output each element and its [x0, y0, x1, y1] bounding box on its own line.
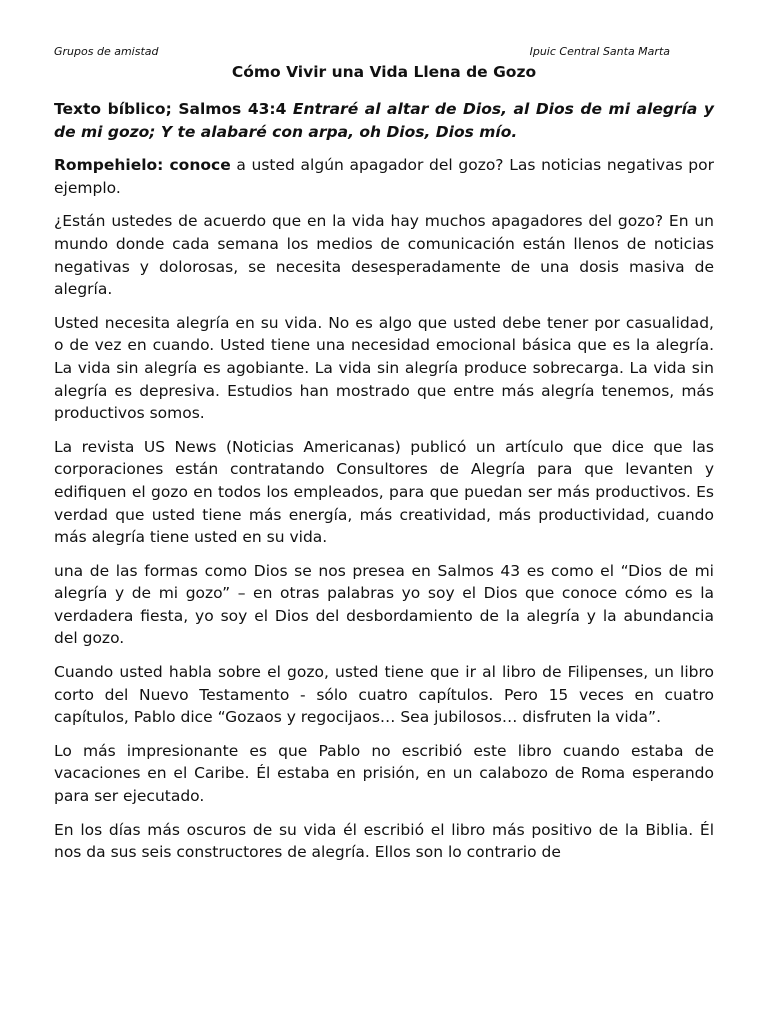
body-paragraph-3: La revista US News (Noticias Americanas) publicó un artículo que dice que las corporaciones están contratando Consultores de Alegría para que levanten y edifiquen el gozo en todos los empleados, para que puedan ser más productivos. Es verdad que usted tiene más energía, más creatividad, más productividad, cuando más alegría tiene usted en su vida. — [54, 437, 714, 547]
body-paragraph-7: En los días más oscuros de su vida él escribió el libro más positivo de la Biblia. Él nos da sus seis constructores de alegría. Ellos son lo contrario de — [54, 820, 714, 862]
bible-text-quote: Entraré al altar de Dios, al Dios de mi alegría y de mi gozo; Y te alabaré con arpa, oh Dios, Dios mío. — [54, 100, 714, 141]
bible-text-label: Texto bíblico; Salmos 43:4 — [54, 100, 293, 118]
body-paragraph-6: Lo más impresionante es que Pablo no escribió este libro cuando estaba de vacaciones en el Caribe. Él estaba en prisión, en un calabozo de Roma esperando para ser ejecutado. — [54, 741, 714, 806]
body-paragraph-1: ¿Están ustedes de acuerdo que en la vida hay muchos apagadores del gozo? En un mundo donde cada semana los medios de comunicación están llenos de noticias negativas y dolorosas, se necesita desesperadamente de una dosis masiva de alegría. — [54, 212, 714, 299]
icebreaker-paragraph — [54, 154, 714, 199]
body-paragraph-5: Cuando usted habla sobre el gozo, usted tiene que ir al libro de Filipenses, un libro corto del Nuevo Testamento - sólo cuatro capítulos. Pero 15 veces en cuatro capítulos, Pablo dice “Gozaos y regocijaos… Sea jubilosos… disfruten la vida”. — [54, 663, 714, 727]
page-header — [54, 44, 714, 60]
icebreaker-text: a usted algún apagador del gozo? Las noticias negativas por ejemplo. — [54, 156, 714, 197]
body-paragraph-4: una de las formas como Dios se nos presea en Salmos 43 es como el “Dios de mi alegría y de mi gozo” – en otras palabras yo soy el Dios que conoce cómo es la verdadera fiesta, yo soy el Dios del desbordamiento de la alegría y la abundancia del gozo. — [54, 561, 714, 648]
icebreaker-label: Rompehielo: conoce — [54, 156, 231, 175]
header-left: Grupos de amistad — [54, 45, 159, 58]
body-paragraph-2: Usted necesita alegría en su vida. No es algo que usted debe tener por casualidad, o de vez en cuando. Usted tiene una necesidad emocional básica que es la alegría. La vida sin alegría es agobiante. La vida sin alegría produce sobrecarga. La vida sin alegría es depresiva. Estudios han mostrado que entre más alegría tenemos, más productivos somos. — [54, 313, 714, 423]
header-right: Ipuic Central Santa Marta — [529, 45, 670, 58]
bible-text-paragraph — [54, 98, 714, 143]
document-page — [54, 44, 714, 875]
document-title: Cómo Vivir una Vida Llena de Gozo — [231, 63, 537, 81]
